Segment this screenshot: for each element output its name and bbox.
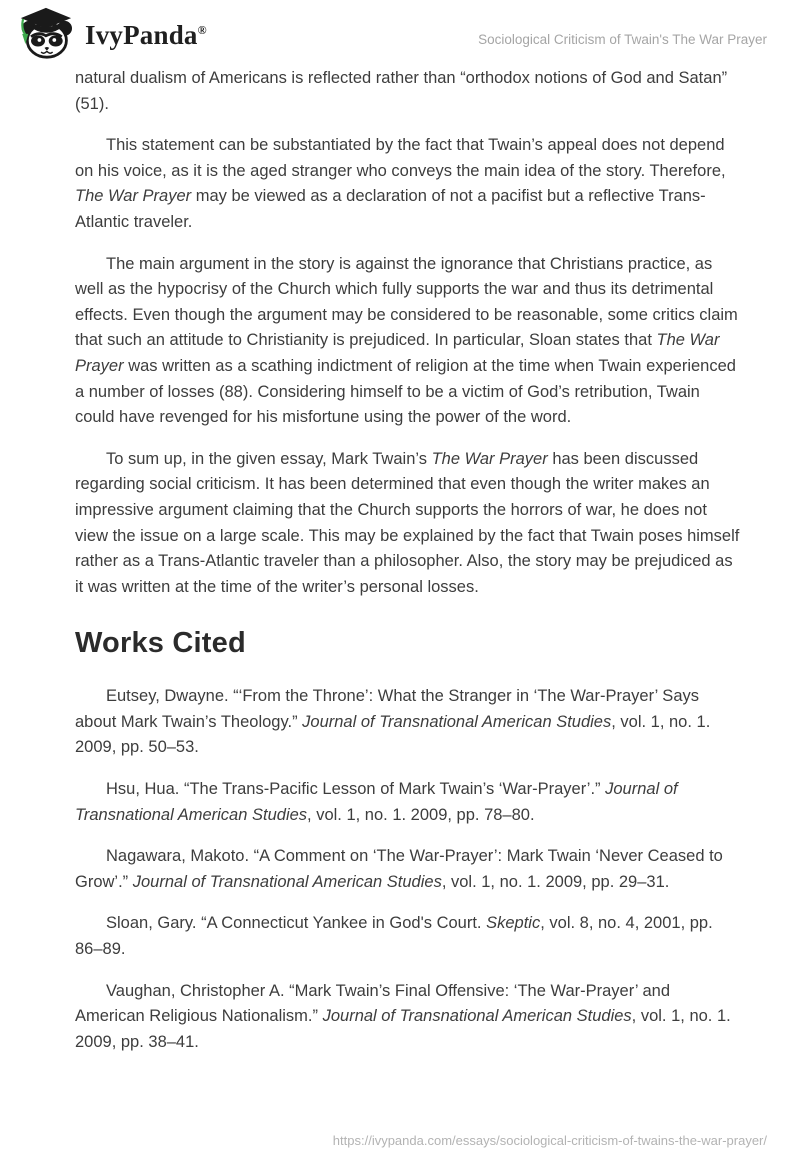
citation-entry: Vaughan, Christopher A. “Mark Twain’s Final Offensive: ‘The War-Prayer’ and American Religious Nationalism.” Journal of Transnational American Studies, vol. 1, no. 1. 2009, pp. 38–41. [75, 981, 731, 1051]
citation-entry: Sloan, Gary. “A Connecticut Yankee in God's Court. Skeptic, vol. 8, no. 4, 2001, pp. 86–89. [75, 914, 713, 959]
essay-content [75, 66, 740, 1071]
ivypanda-brand [14, 6, 207, 65]
registered-trademark-symbol: ® [197, 22, 207, 37]
citation-entry: Hsu, Hua. “The Trans-Pacific Lesson of Mark Twain’s ‘War-Prayer’.” Journal of Transnational American Studies, vol. 1, no. 1. 2009, pp. 78–80. [75, 780, 678, 824]
paragraph: This statement can be substantiated by the fact that Twain’s appeal does not depend on his voice, as it is the aged stranger who conveys the main idea of the story. Therefore, The War Prayer may be viewed as a declaration of not a pacifist but a reflective Trans-Atlantic traveler. [75, 136, 726, 231]
paragraph: To sum up, in the given essay, Mark Twain’s The War Prayer has been discussed regarding social criticism. It has been determined that even though the writer makes an impressive argument claiming that the Church supports the horrors of war, he does not view the issue on a large scale. This may be explained by the fact that Twain poses himself rather as a Trans-Atlantic traveler than a philosopher. Also, the story may be prejudiced as it was written at the time of the writer’s personal losses. [75, 449, 740, 596]
citation-entry: Nagawara, Makoto. “A Comment on ‘The War-Prayer’: Mark Twain ‘Never Ceased to Grow’.” Journal of Transnational American Studies, vol. 1, no. 1. 2009, pp. 29–31. [75, 847, 723, 891]
ivypanda-panda-logo-icon [14, 6, 76, 65]
paragraph: natural dualism of Americans is reflected rather than “orthodox notions of God and Satan” (51). [75, 69, 728, 113]
page-header [0, 0, 800, 64]
works-cited-heading: Works Cited [75, 627, 246, 660]
citation-entry: Eutsey, Dwayne. “‘From the Throne’: What the Stranger in ‘The War-Prayer’ Says about Mark Twain’s Theology.” Journal of Transnational American Studies, vol. 1, no. 1. 2009, pp. 50–53. [75, 687, 711, 757]
document-title: Sociological Criticism of Twain's The War Prayer [478, 31, 767, 47]
source-url: https://ivypanda.com/essays/sociological-criticism-of-twains-the-war-prayer/ [332, 1133, 767, 1148]
paragraph: The main argument in the story is against the ignorance that Christians practice, as well as the hypocrisy of the Church which fully supports the war and thus its detrimental effects. Even though the argument may be considered to be reasonable, some critics claim that such an attitude to Christianity is prejudiced. In particular, Sloan states that The War Prayer was written as a scathing indictment of religion at the time when Twain experienced a number of losses (88). Considering himself to be a victim of God’s retribution, Twain could have revenged for his misfortune using the power of the word. [75, 254, 738, 427]
brand-name: IvyPanda® [85, 19, 207, 50]
